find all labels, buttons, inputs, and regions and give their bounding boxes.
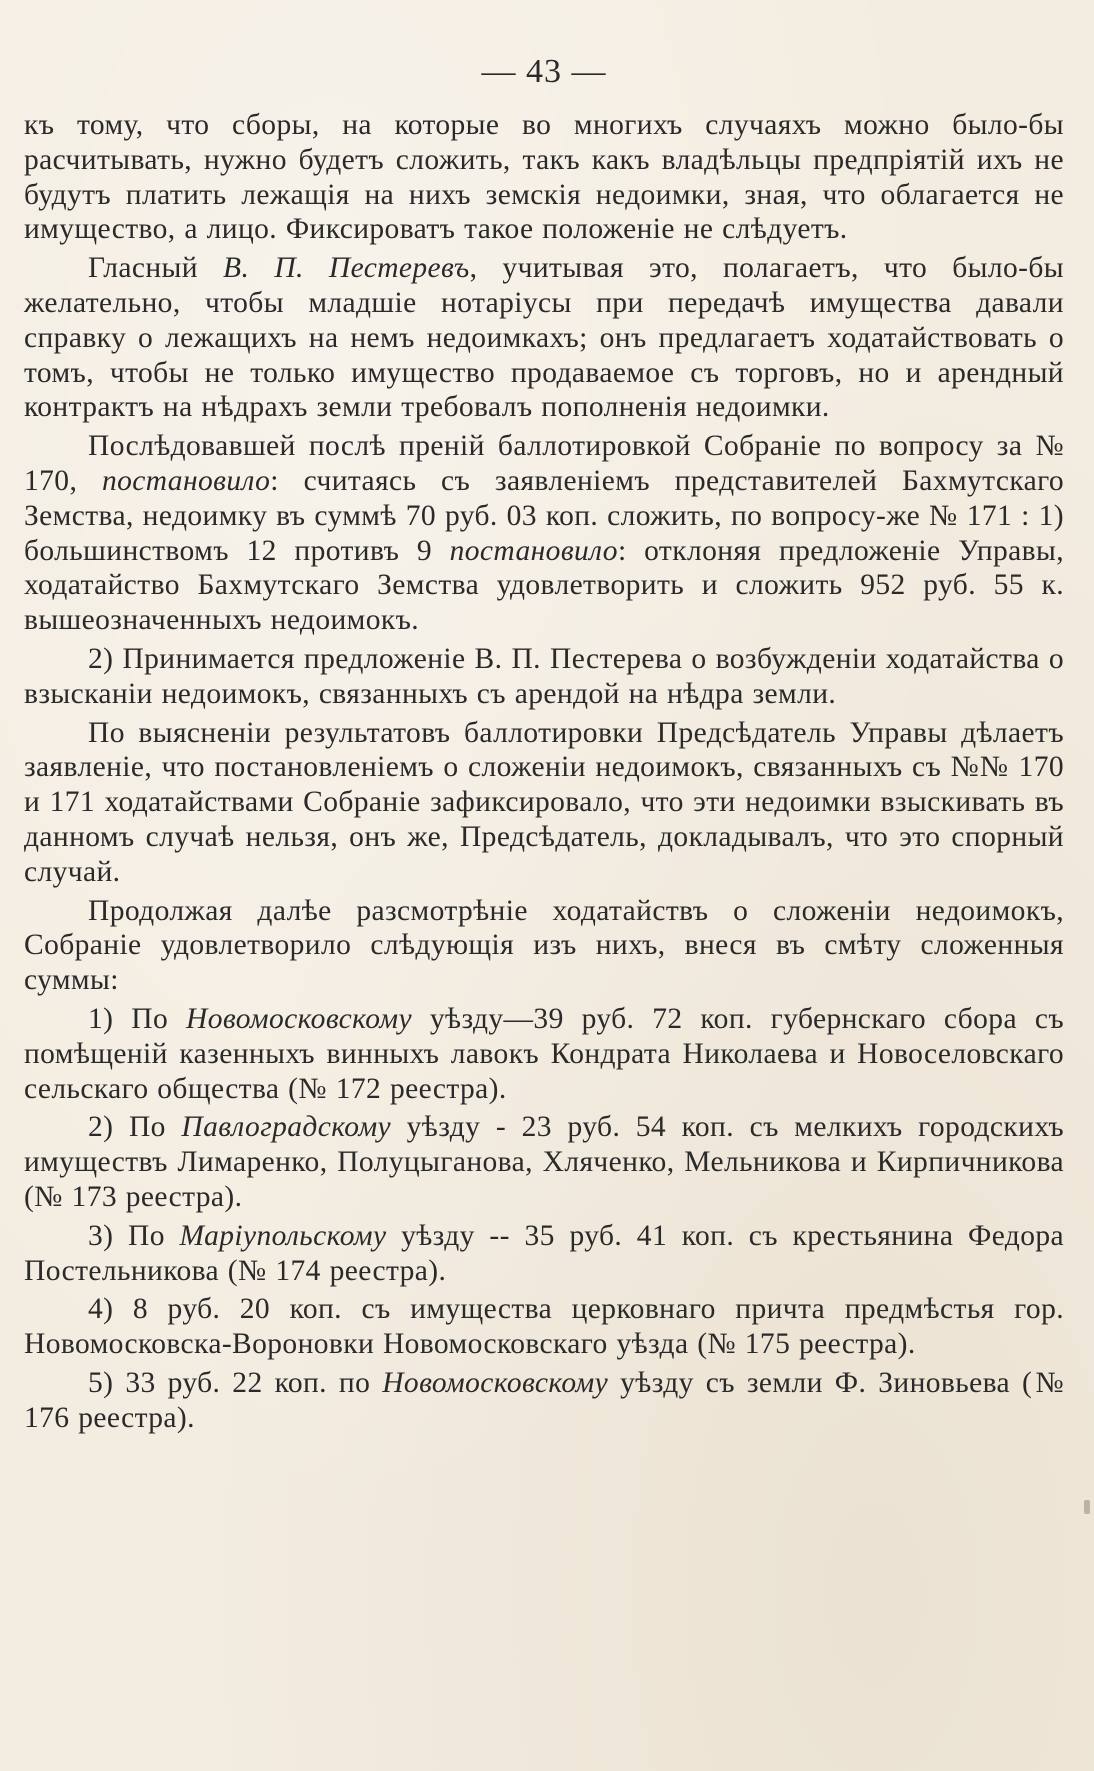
body-text xyxy=(24,108,1064,1435)
paragraph-continuation: къ тому, что сборы, на которые во многихъ случаяхъ можно было-бы расчитывать, нужно будетъ сложить, такъ какъ владѣльцы предпріятій ихъ не будутъ платить лежащія на нихъ земскія недоимки, зная, что облагается не имущество, а лицо. Фиксироватъ такое положеніе не слѣдуетъ. xyxy=(24,109,1064,246)
text-run: 1) По xyxy=(88,1002,187,1035)
list-item xyxy=(24,1366,1064,1436)
text-run: : отклоняя предложеніе Управы, ходатайство Бахмутскаго Земства удовлетворить и сложить 952 руб. 55 к. вышеозначенныхъ недоимокъ. xyxy=(24,534,1064,637)
text-run: 5) 33 руб. 22 коп. по xyxy=(88,1366,383,1399)
text-run: , учитывая это, полагаетъ, что было-бы желательно, чтобы младшіе нотаріусы при передачѣ имущества давали справку о лежащихъ на немъ недоимкахъ; онъ предлагаетъ ходатайствовать о томъ, чтобы не только имущество продаваемое съ торговъ, но и арендный контрактъ на нѣдрахъ земли требовалъ пополненія недоимки. xyxy=(24,252,1064,424)
list-item: 4) 8 руб. 20 коп. съ имущества церковнаго причта предмѣстья гор. Новомосковска-Вороновки Новомосковскаго уѣзда (№ 175 реестра). xyxy=(24,1293,1064,1361)
page-edge-mark xyxy=(1084,1500,1090,1514)
page-number: — 43 — xyxy=(481,53,607,90)
text-run: уѣзду—39 руб. 72 коп. губернскаго сбора съ помѣщеній казенныхъ винныхъ лавокъ Кондрата Николаева и Новоселовскаго сельскаго общества (№ 172 реестра). xyxy=(24,1002,1064,1105)
paragraph-pesterev xyxy=(24,251,1064,425)
decree-word: постановило xyxy=(101,464,271,497)
county-name: Павлоградскому xyxy=(181,1111,392,1144)
text-run: 2) По xyxy=(88,1111,182,1144)
paragraph-proposal-accepted: 2) Принимается предложеніе В. П. Пестерева о возбужденіи ходатайства о взысканіи недоимокъ, связанныхъ съ арендой на нѣдра земли. xyxy=(24,642,1064,710)
text-run: Послѣдовавшей послѣ преній баллотировкой Собраніе по вопросу за № 170, xyxy=(24,430,1064,497)
paragraph-chairman-statement: По выясненіи результатовъ баллотировки Предсѣдатель Управы дѣлаетъ заявленіе, что постановленіемъ о сложеніи недоимокъ, связанныхъ съ №№ 170 и 171 ходатайствами Собраніе зафиксировало, что эти недоимки взыскивать въ данномъ случаѣ нельзя, онъ же, Предсѣдатель, докладывалъ, что это спорный случай. xyxy=(24,716,1064,888)
list-item xyxy=(24,1110,1064,1214)
county-name: Маріупольскому xyxy=(179,1219,387,1252)
paragraph-vote-result xyxy=(24,429,1064,638)
text-run: уѣзду - 23 руб. 54 коп. съ мелкихъ городскихъ имуществъ Лимаренко, Полуцыганова, Хляченко, Мельникова и Кирпичникова (№ 173 реестра). xyxy=(24,1111,1065,1213)
paragraph-continuing-review: Продолжая далѣе разсмотрѣніе ходатайствъ о сложеніи недоимокъ, Собраніе удовлетворило слѣдующія изъ нихъ, внеся въ смѣту сложенныя суммы: xyxy=(24,894,1064,997)
county-name: Новомосковскому xyxy=(186,1002,412,1035)
text-run: Гласный xyxy=(88,252,224,285)
county-name: Новомосковскому xyxy=(382,1366,609,1399)
text-run: : считаясь съ заявленіемъ представителей Бахмутскаго Земства, недоимку въ суммѣ 70 руб. 03 коп. сложить, по вопросу-же № 171 : 1) большинствомъ 12 противъ 9 xyxy=(24,464,1065,567)
list-item xyxy=(24,1002,1064,1106)
list-item xyxy=(24,1219,1064,1289)
decree-word: постановило xyxy=(449,534,618,567)
text-run: 3) По xyxy=(88,1219,180,1252)
speaker-name: В. П. Пестеревъ xyxy=(223,252,470,285)
text-run: уѣзду съ земли Ф. Зиновьева (№ 176 реестра). xyxy=(24,1366,1064,1434)
text-run: уѣзду -- 35 руб. 41 коп. съ крестьянина Федора Постельникова (№ 174 реестра). xyxy=(24,1219,1064,1287)
